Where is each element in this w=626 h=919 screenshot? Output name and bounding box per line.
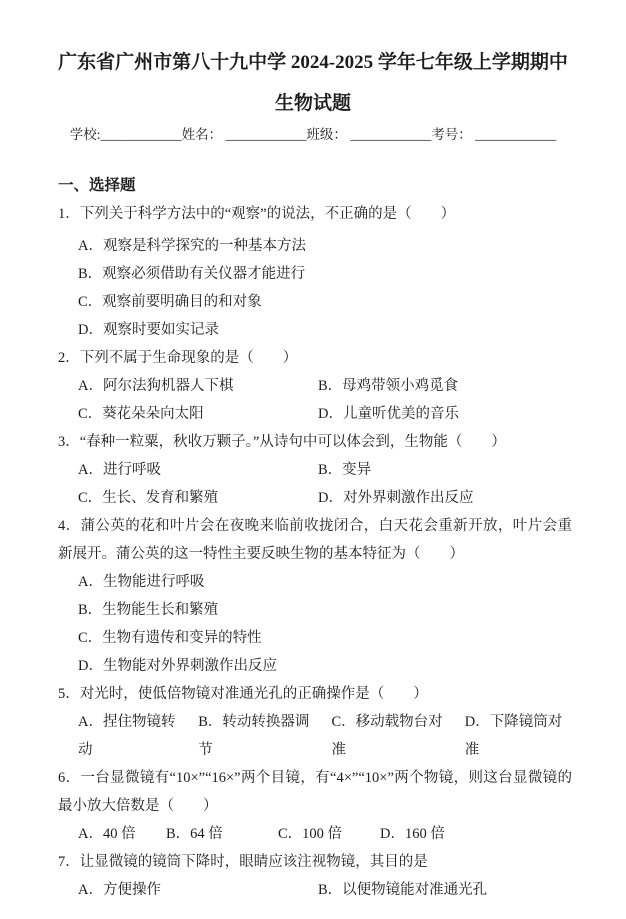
option: C．生物有遗传和变异的特性	[78, 630, 262, 646]
option: C．葵花朵朵向太阳	[78, 406, 204, 422]
question-5	[58, 680, 572, 764]
document-title-line2: 生物试题	[274, 93, 351, 114]
question-3-text: 3．“春种一粒粟，秋收万颗子。”从诗句中可以体会到，生物能（ ）	[58, 434, 506, 450]
question-6-number: 6．	[58, 770, 81, 786]
question-2	[58, 344, 572, 428]
option: D．生物能对外界刺激作出反应	[78, 658, 277, 674]
option: B．母鸡带领小鸡觅食	[318, 378, 459, 394]
question-5-options	[58, 708, 572, 764]
question-2-number: 2．	[58, 350, 80, 366]
question-7-options	[58, 876, 572, 904]
option: B．生物能生长和繁殖	[78, 602, 219, 618]
section-heading: 一、选择题	[58, 177, 136, 194]
option: D．儿童听优美的音乐	[318, 406, 459, 422]
question-4-options	[58, 568, 572, 680]
student-info-line	[0, 126, 626, 144]
class-label: 班级：	[306, 127, 347, 142]
class-blank: ____________	[350, 127, 432, 142]
option: A．方便操作	[78, 882, 161, 898]
option: A．捏住物镜转动	[78, 714, 176, 758]
option: B．转动转换器调节	[198, 714, 310, 758]
question-7-text: 7．让显微镜的镜筒下降时，眼睛应该注视物镜，其目的是	[58, 854, 428, 870]
school-label: 学校:	[69, 127, 101, 142]
question-2-text: 2．下列不属于生命现象的是（ ）	[58, 350, 298, 366]
option: B．64 倍	[166, 826, 223, 842]
question-6	[58, 764, 572, 848]
option: C．生长、发育和繁殖	[78, 490, 219, 506]
option: C．移动载物台对准	[331, 714, 443, 758]
option: B．变异	[318, 462, 372, 478]
option: A．进行呼吸	[78, 462, 161, 478]
question-3-number: 3．	[58, 434, 80, 450]
question-4-text: 4．蒲公英的花和叶片会在夜晚来临前收拢闭合，白天花会重新开放，叶片会重新展开。蒲公英的这一特性主要反映生物的基本特征为（ ）	[58, 518, 573, 562]
option: C．100 倍	[278, 826, 343, 842]
option: A．阿尔法狗机器人下棋	[78, 378, 234, 394]
question-2-options	[58, 372, 572, 428]
question-5-text: 5．对光时，使低倍物镜对准通光孔的正确操作是（ ）	[58, 686, 428, 702]
option: B．观察必须借助有关仪器才能进行	[78, 266, 306, 282]
question-4-number: 4．	[58, 518, 81, 534]
option: A．40 倍	[78, 826, 136, 842]
question-1	[58, 200, 572, 344]
document-title-line1: 广东省广州市第八十九中学 2024-2025 学年七年级上学期期中	[58, 52, 568, 73]
option: D．观察时要如实记录	[78, 322, 219, 338]
question-7	[58, 848, 572, 904]
option: C．观察前要明确目的和对象	[78, 294, 262, 310]
option: D．160 倍	[380, 826, 445, 842]
school-blank: ____________	[100, 127, 182, 142]
question-3	[58, 428, 572, 512]
question-4	[58, 512, 572, 680]
question-5-number: 5．	[58, 686, 80, 702]
option: B．以便物镜能对准通光孔	[318, 882, 488, 898]
option: A．观察是科学探究的一种基本方法	[78, 238, 306, 254]
question-6-options	[58, 820, 572, 848]
name-label: 姓名：	[181, 127, 223, 142]
question-6-text: 6．一台显微镜有“10×”“16×”两个目镜，有“4×”“10×”两个物镜，则这台显微镜的最小放大倍数是（ ）	[58, 770, 573, 814]
option: D．对外界刺激作出反应	[318, 490, 474, 506]
question-1-options	[58, 232, 572, 344]
question-3-options	[58, 456, 572, 512]
exam-number-blank: ____________	[475, 127, 557, 142]
exam-number-label: 考号：	[431, 127, 472, 142]
question-1-number: 1．	[58, 206, 80, 222]
name-blank: ____________	[225, 127, 307, 142]
option: A．生物能进行呼吸	[78, 574, 205, 590]
option: D．下降镜筒对准	[464, 714, 563, 758]
question-1-text: 1．下列关于科学方法中的“观察”的说法，不正确的是（ ）	[58, 206, 456, 222]
exam-content	[58, 172, 572, 904]
question-7-number: 7．	[58, 854, 80, 870]
